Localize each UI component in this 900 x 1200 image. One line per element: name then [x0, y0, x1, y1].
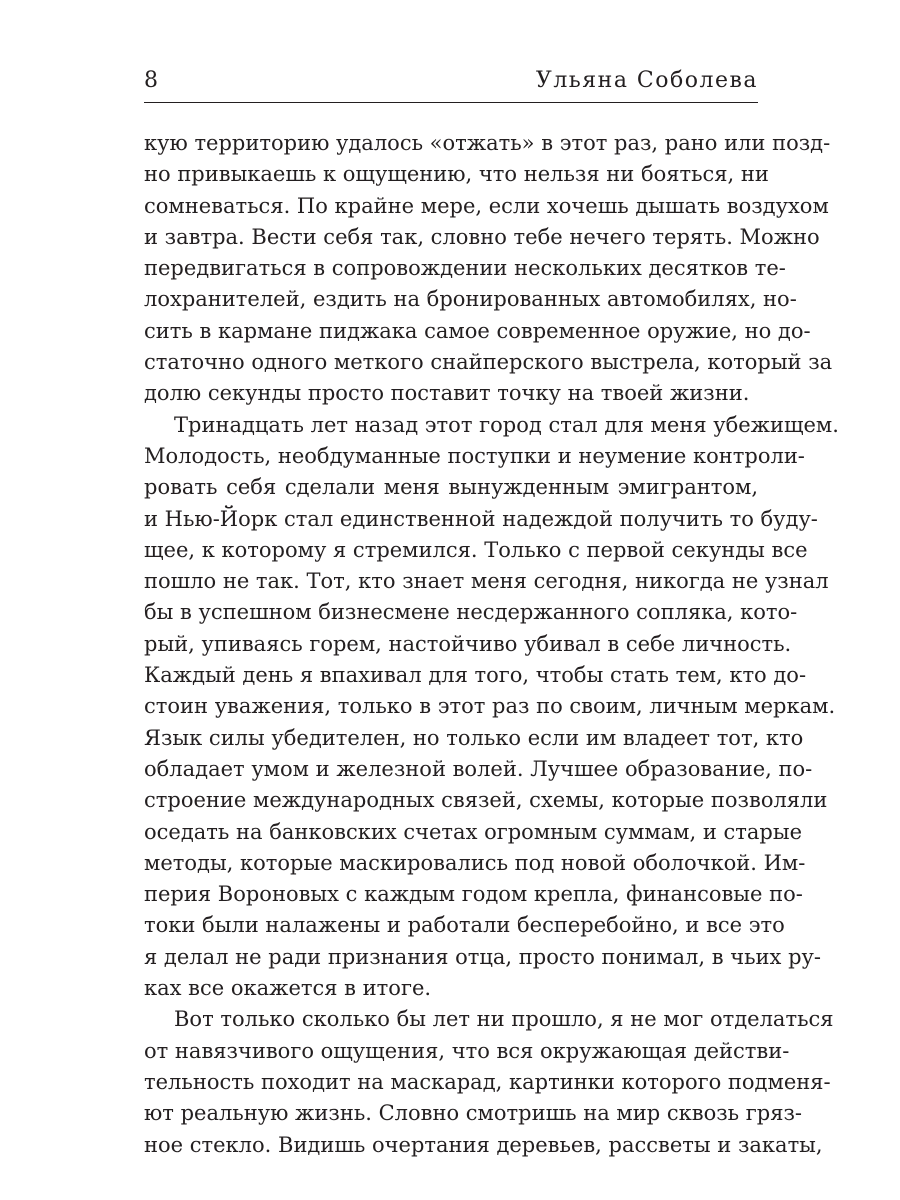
- text-line: методы, которые маскировались под новой оболочкой. Им-: [144, 850, 806, 875]
- paragraph: [144, 128, 833, 410]
- text-line: и Нью-Йорк стал единственной надеждой получить то буду-: [144, 506, 818, 531]
- text-line: тельность походит на маскарад, картинки которого подменя-: [144, 1069, 831, 1094]
- text-line: стоин уважения, только в этот раз по своим, личным меркам.: [144, 694, 836, 719]
- text-line: статочно одного меткого снайперского выстрела, который за: [144, 350, 833, 375]
- text-line: Вот только сколько бы лет ни прошло, я не мог отделаться: [174, 1007, 834, 1032]
- body-text: [144, 128, 839, 1161]
- running-header: [144, 66, 758, 103]
- paragraph: [144, 1004, 834, 1160]
- text-line: передвигаться в сопровождении нескольких десятков те-: [144, 256, 786, 281]
- text-line: щее, к которому я стремился. Только с первой секунды все: [144, 537, 808, 562]
- text-line: ное стекло. Видишь очертания деревьев, рассветы и закаты,: [144, 1132, 823, 1157]
- text-line: от навязчивого ощущения, что вся окружающая действи-: [144, 1038, 790, 1063]
- text-line: сить в кармане пиджака самое современное оружие, но до-: [144, 318, 811, 343]
- text-line: бы в успешном бизнесмене несдержанного сопляка, кото-: [144, 600, 798, 625]
- text-line: но привыкаешь к ощущению, что нельзя ни бояться, ни: [144, 162, 769, 187]
- text-line: Каждый день я впахивал для того, чтобы стать тем, кто до-: [144, 663, 807, 688]
- text-line: ровать себя сделали меня вынужденным эмигрантом,: [144, 475, 758, 500]
- paragraph: [144, 410, 839, 1005]
- text-line: токи были налажены и работали бесперебойно, и все это: [144, 913, 785, 938]
- text-line: сомневаться. По крайне мере, если хочешь дышать воздухом: [144, 193, 829, 218]
- text-line: Тринадцать лет назад этот город стал для меня убежищем.: [174, 412, 839, 437]
- author-name: Ульяна Соболева: [535, 68, 758, 93]
- text-line: оседать на банковских счетах огромным суммам, и старые: [144, 819, 803, 844]
- text-line: долю секунды просто поставит точку на твоей жизни.: [144, 381, 750, 406]
- text-line: Язык силы убедителен, но только если им владеет тот, кто: [144, 725, 804, 750]
- text-line: обладает умом и железной волей. Лучшее образование, по-: [144, 756, 813, 781]
- text-line: Молодость, необдуманные поступки и неумение контроли-: [144, 443, 805, 468]
- text-line: кую территорию удалось «отжать» в этот раз, рано или позд-: [144, 131, 831, 155]
- text-line: я делал не ради признания отца, просто понимал, в чьих ру-: [144, 944, 821, 969]
- text-line: ках все окажется в итоге.: [144, 976, 432, 1001]
- text-line: и завтра. Вести себя так, словно тебе нечего терять. Можно: [144, 224, 820, 249]
- text-line: пошло не так. Тот, кто знает меня сегодня, никогда не узнал: [144, 569, 829, 594]
- text-line: ют реальную жизнь. Словно смотришь на мир сквозь гряз-: [144, 1101, 803, 1126]
- text-line: рый, упиваясь горем, настойчиво убивал в себе личность.: [144, 631, 792, 656]
- text-line: лохранителей, ездить на бронированных автомобилях, но-: [144, 287, 797, 312]
- page-number: 8: [144, 68, 158, 93]
- text-line: перия Вороновых с каждым годом крепла, финансовые по-: [144, 882, 803, 907]
- text-line: строение международных связей, схемы, которые позволяли: [144, 788, 828, 813]
